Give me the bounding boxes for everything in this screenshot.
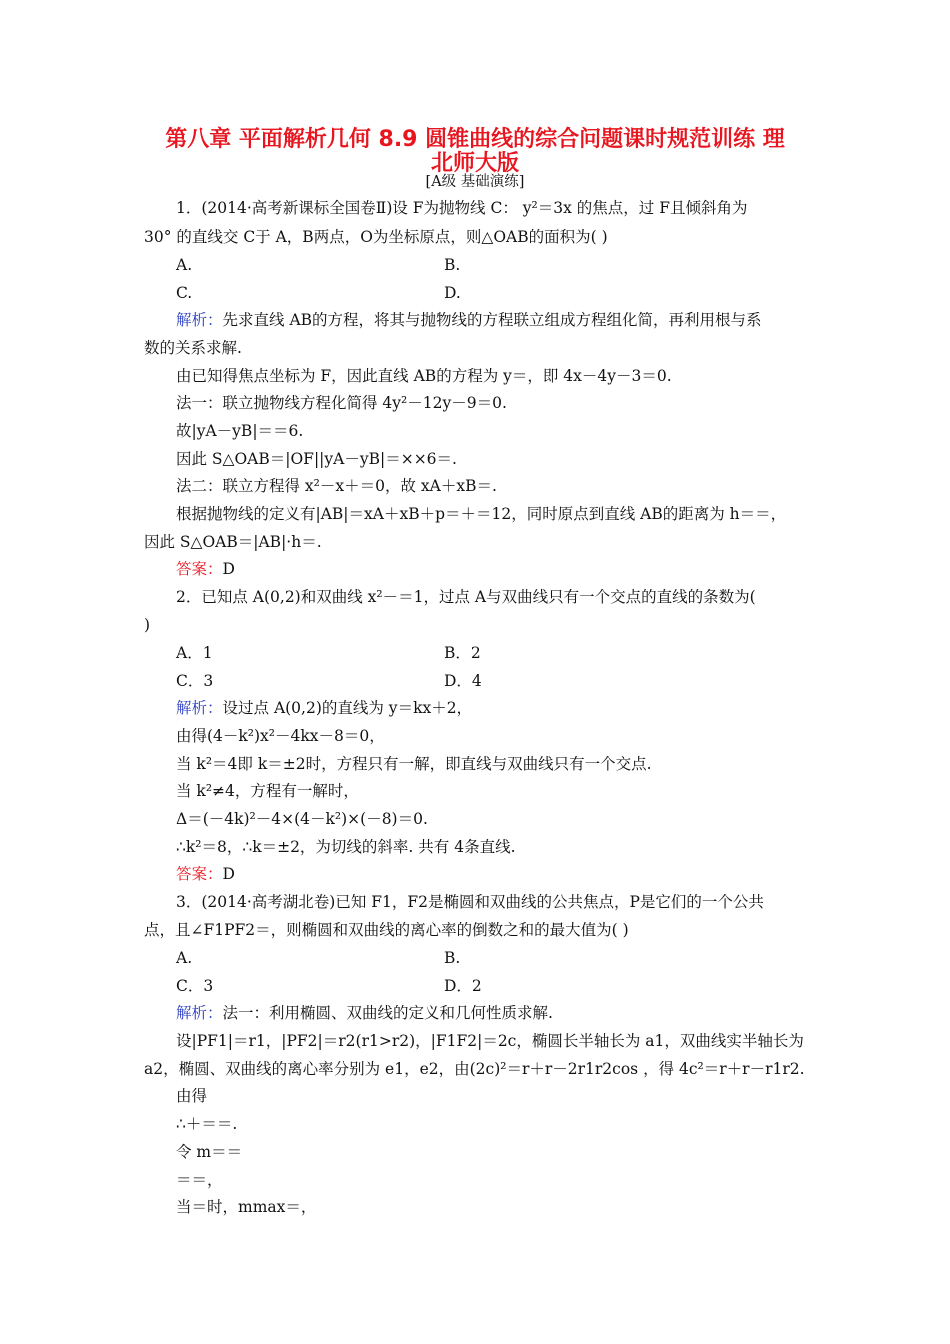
q1-line: 法一：联立抛物线方程化简得 4y²－12y－9＝0. bbox=[176, 394, 507, 412]
q3-line: 当＝时，mmax＝， bbox=[176, 1198, 317, 1216]
q1-option-b: B. bbox=[444, 256, 461, 274]
q2-option-b: B．2 bbox=[444, 644, 481, 662]
document-title-line1: 第八章 平面解析几何 8.9 圆锥曲线的综合问题课时规范训练 理 bbox=[165, 127, 785, 152]
q2-answer-label: 答案： bbox=[176, 865, 223, 883]
q1-line: 故|yA－yB|＝＝6. bbox=[176, 422, 304, 440]
q2-solution-text: 设过点 A(0,2)的直线为 y＝kx＋2， bbox=[222, 699, 473, 717]
q3-line: 设|PF1|＝r1，|PF2|＝r2(r1>r2)，|F1F2|＝2c，椭圆长半轴长为 a1，双曲线实半轴长为 bbox=[176, 1032, 804, 1050]
q1-option-d: D. bbox=[444, 284, 461, 302]
q3-line: 由得 bbox=[176, 1087, 208, 1105]
q2-solution-label: 解析： bbox=[176, 699, 223, 717]
q1-line: 法二：联立方程得 x²－x＋＝0，故 xA＋xB＝. bbox=[176, 477, 497, 495]
q2-line: ∴k²＝8，∴k＝±2，为切线的斜率. 共有 4条直线. bbox=[176, 838, 516, 856]
q3-solution-line1 bbox=[176, 1003, 553, 1023]
q3-option-a: A. bbox=[176, 949, 193, 967]
q1-stem-line2: 30° 的直线交 C于 A，B两点，O为坐标原点，则△OAB的面积为( ) bbox=[144, 228, 608, 246]
q2-line: Δ＝(－4k)²－4×(4－k²)×(－8)＝0. bbox=[176, 810, 428, 828]
section-subtitle: [A级 基础演练] bbox=[425, 174, 525, 190]
q1-answer-label: 答案： bbox=[176, 560, 223, 578]
q3-solution-label: 解析： bbox=[176, 1004, 223, 1022]
q3-line: a2，椭圆、双曲线的离心率分别为 e1，e2，由(2c)²＝r＋r－2r1r2cos ，得 4c²＝r＋r－r1r2. bbox=[144, 1060, 805, 1078]
q3-line: ∴＋＝＝. bbox=[176, 1115, 238, 1133]
q3-stem-line1: 3．(2014·高考湖北卷)已知 F1，F2是椭圆和双曲线的公共焦点，P是它们的一个公共 bbox=[176, 893, 764, 911]
q2-stem-line1: 2．已知点 A(0,2)和双曲线 x²－＝1，过点 A与双曲线只有一个交点的直线的条数为( bbox=[176, 588, 756, 606]
q1-line: 由已知得焦点坐标为 F，因此直线 AB的方程为 y＝，即 4x－4y－3＝0. bbox=[176, 367, 672, 385]
q2-option-d: D．4 bbox=[444, 672, 482, 690]
q1-solution-label: 解析： bbox=[176, 311, 223, 329]
q1-line: 因此 S△OAB＝|OF||yA－yB|＝××6＝. bbox=[176, 450, 457, 468]
q3-option-b: B. bbox=[444, 949, 461, 967]
q1-option-a: A. bbox=[176, 256, 193, 274]
q3-solution-text: 法一：利用椭圆、双曲线的定义和几何性质求解. bbox=[222, 1004, 553, 1022]
q1-line: 根据抛物线的定义有|AB|＝xA＋xB＋p＝＋＝12，同时原点到直线 AB的距离为 h＝＝， bbox=[176, 505, 787, 523]
q1-answer-value: D bbox=[222, 560, 235, 578]
q3-stem-line2: 点，且∠F1PF2＝，则椭圆和双曲线的离心率的倒数之和的最大值为( ) bbox=[144, 921, 629, 939]
q2-answer bbox=[176, 864, 235, 884]
document-title-line2: 北师大版 bbox=[430, 151, 519, 176]
q2-option-c: C．3 bbox=[176, 672, 214, 690]
q1-solution-text: 先求直线 AB的方程，将其与抛物线的方程联立组成方程组化简，再利用根与系 bbox=[222, 311, 762, 329]
q2-option-a: A．1 bbox=[176, 644, 213, 662]
q3-option-c: C．3 bbox=[176, 977, 214, 995]
q3-option-d: D．2 bbox=[444, 977, 482, 995]
q1-answer bbox=[176, 559, 235, 579]
q2-line: 当 k²＝4即 k＝±2时，方程只有一解，即直线与双曲线只有一个交点. bbox=[176, 755, 652, 773]
q2-solution-line1 bbox=[176, 698, 472, 718]
q1-option-c: C. bbox=[176, 284, 193, 302]
q1-solution-line1 bbox=[176, 310, 762, 330]
q2-answer-value: D bbox=[222, 865, 235, 883]
q2-line: 当 k²≠4，方程有一解时， bbox=[176, 782, 359, 800]
q1-solution-line2: 数的关系求解. bbox=[144, 339, 242, 357]
q3-line: ＝＝， bbox=[176, 1171, 223, 1189]
q1-stem-line1: 1．(2014·高考新课标全国卷Ⅱ)设 F为抛物线 C： y²＝3x 的焦点，过 F且倾斜角为 bbox=[176, 199, 748, 217]
q2-stem-line2: ) bbox=[144, 616, 151, 634]
q2-line: 由得(4－k²)x²－4kx－8＝0， bbox=[176, 727, 385, 745]
q1-line: 因此 S△OAB＝|AB|·h＝. bbox=[144, 533, 322, 551]
q3-line: 令 m＝＝ bbox=[176, 1143, 243, 1161]
